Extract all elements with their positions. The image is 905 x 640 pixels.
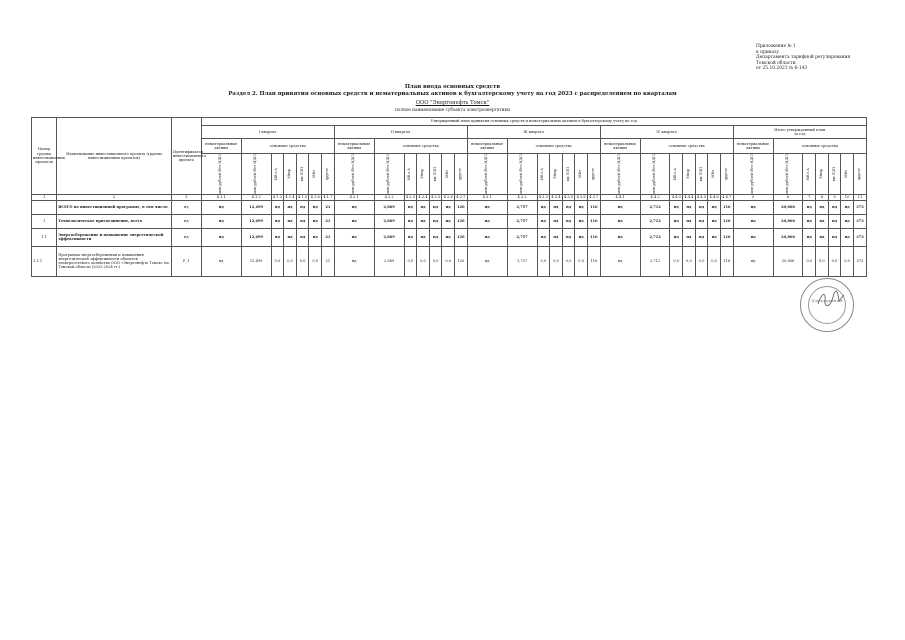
head-id: Идентификатор инвестиционного проекта (171, 118, 201, 195)
table-body (32, 200, 867, 276)
table-cell: нд (417, 200, 430, 214)
table-cell: нд (816, 214, 829, 228)
table-cell: нд (429, 228, 442, 246)
column-number: 4.3.7 (589, 195, 599, 200)
column-number: 4.4.7 (722, 195, 732, 200)
table-cell: 0,0 (816, 246, 829, 276)
table-cell: нд (575, 214, 588, 228)
unit-header-label: Мвар (420, 169, 425, 179)
head-intangible: нематериальные активы (600, 139, 640, 154)
table-cell: нд (296, 214, 309, 228)
table-row (32, 200, 867, 214)
head-total-sub: за год (794, 132, 806, 136)
table-cell: 2,757 (507, 200, 537, 214)
table-cell: нд (201, 200, 241, 214)
table-cell: нд (828, 214, 841, 228)
table-cell: 373 (853, 214, 866, 228)
head-intangible: нематериальные активы (733, 139, 773, 154)
table-cell: 1 (32, 214, 57, 228)
table-cell: Программа энергосбережения и повышения энергетической эффективности объектов электросетевого хозяйства ООО «Энергонефть Томск» на Томской области (2022-2024 гг.) (57, 246, 172, 276)
table-cell: нд (600, 228, 640, 246)
column-number: 7 (803, 194, 816, 200)
table-cell: 0,0 (271, 246, 284, 276)
appendix-line: от 25.10.2023 № 6-143 (756, 66, 808, 72)
head-q1: I квартал (201, 126, 334, 139)
unit-header-label: млн рублей (без НДС) (652, 154, 657, 194)
unit-header-label: млн рублей (без НДС) (351, 154, 356, 194)
column-number: 4.1.3 (272, 195, 282, 200)
table-cell: нд (467, 228, 507, 246)
column-number: 4.2.5 (430, 195, 441, 200)
table-cell: нд (841, 200, 854, 214)
unit-header-label: км ЛЭП (299, 166, 304, 181)
table-cell: 12,499 (241, 200, 271, 214)
table-cell: нд (733, 214, 773, 228)
table-row (32, 246, 867, 276)
unit-header-cell (575, 154, 588, 195)
table-cell: нд (296, 200, 309, 214)
unit-header-label: млн рублей (без НДС) (617, 154, 622, 194)
unit-header-label: другое (723, 167, 728, 180)
table-cell: нд (171, 214, 201, 228)
table-cell: нд (284, 214, 297, 228)
table-cell: 0,0 (296, 246, 309, 276)
column-number: 4.1.6 (310, 195, 320, 200)
unit-header-label: Мвар (818, 169, 823, 179)
column-number: 4.1.7 (323, 195, 333, 200)
table-cell: нд (695, 228, 708, 246)
table-cell: 0,0 (695, 246, 708, 276)
table-cell: нд (171, 200, 201, 214)
plan-table (31, 117, 867, 277)
table-cell: 20,806 (773, 200, 803, 214)
table-cell: 21 (322, 214, 335, 228)
table-cell: нд (683, 214, 696, 228)
table-cell: 21 (322, 246, 335, 276)
unit-header-cell (587, 154, 600, 195)
unit-header-label: км ЛЭП (698, 166, 703, 181)
unit-header-label: млн рублей (без НДС) (484, 154, 489, 194)
unit-header-cell (507, 154, 537, 195)
unit-header-label: МВт (844, 169, 849, 178)
column-number: 10 (841, 194, 854, 200)
table-cell: 116 (720, 200, 733, 214)
table-cell: 120 (454, 214, 467, 228)
table-cell: нд (708, 200, 721, 214)
unit-header-label: МВ×А (806, 167, 811, 181)
table-cell: нд (429, 200, 442, 214)
head-fixed: основные средства (640, 139, 733, 154)
table-cell: 0,0 (708, 246, 721, 276)
table-cell: нд (562, 214, 575, 228)
unit-header-cell (550, 154, 563, 195)
table-cell: 21 (322, 200, 335, 214)
table-cell: нд (683, 200, 696, 214)
unit-header-cell (803, 154, 816, 195)
table-cell: 116 (720, 246, 733, 276)
table-cell: нд (708, 214, 721, 228)
table-cell: нд (733, 228, 773, 246)
column-number: 4.4.6 (709, 195, 719, 200)
table-cell: 116 (720, 228, 733, 246)
table-cell: 2,869 (374, 200, 404, 214)
column-number: 3 (171, 194, 201, 200)
unit-header-label: млн рублей (без НДС) (253, 154, 258, 194)
table-cell: нд (841, 214, 854, 228)
unit-header-cell (853, 154, 866, 195)
stamp-text: Для документов (811, 299, 843, 303)
table-cell: 116 (587, 228, 600, 246)
unit-header-label: МВт (445, 169, 450, 178)
table-cell: нд (334, 228, 374, 246)
column-number: 4.4.2 (640, 194, 670, 200)
column-number: 4.3.5 (563, 195, 574, 200)
unit-header-cell (733, 154, 773, 195)
unit-header-label: МВ×А (274, 167, 279, 181)
table-cell: нд (417, 214, 430, 228)
appendix-line: к приказу (756, 49, 780, 55)
table-cell: нд (841, 228, 854, 246)
table-cell: нд (442, 214, 455, 228)
table-cell: нд (309, 228, 322, 246)
column-number: 4.1.4 (285, 195, 295, 200)
column-number: 11 (853, 194, 866, 200)
table-cell: 0,0 (828, 246, 841, 276)
unit-header-label: Мвар (287, 169, 292, 179)
table-cell: нд (201, 246, 241, 276)
table-cell: 116 (587, 214, 600, 228)
head-total (733, 126, 866, 139)
head-intangible: нематериальные активы (201, 139, 241, 154)
table-cell: 2,712 (640, 214, 670, 228)
table-cell: 12,499 (241, 246, 271, 276)
table-cell: нд (670, 200, 683, 214)
table-cell: нд (600, 246, 640, 276)
unit-header-label: млн рублей (без НДС) (785, 154, 790, 194)
table-cell: 116 (587, 200, 600, 214)
unit-header-cell (296, 154, 309, 195)
table-cell: 0,0 (562, 246, 575, 276)
unit-header-label: другое (457, 167, 462, 180)
unit-header-cell (442, 154, 455, 195)
table-cell: нд (828, 228, 841, 246)
table-cell: нд (309, 200, 322, 214)
table-cell: нд (562, 228, 575, 246)
column-number: 4.3.6 (576, 195, 586, 200)
unit-header-cell (284, 154, 297, 195)
column-number: 4.4.4 (684, 195, 694, 200)
table-cell: 0,0 (284, 246, 297, 276)
table-cell: нд (201, 228, 241, 246)
table-cell: нд (708, 228, 721, 246)
table-cell: Технологическое присоединение, всего (57, 214, 172, 228)
unit-header-label: МВт (578, 169, 583, 178)
unit-header-label: млн рублей (без НДС) (750, 154, 755, 194)
table-cell: нд (404, 214, 417, 228)
column-number: 4.3.2 (507, 194, 537, 200)
unit-header-label: млн рублей (без НДС) (519, 154, 524, 194)
table-cell: нд (550, 228, 563, 246)
head-fixed: основные средства (374, 139, 467, 154)
appendix-block (756, 44, 896, 72)
unit-header-label: другое (857, 167, 862, 180)
table-cell: 0,0 (803, 246, 816, 276)
table-cell: 0,0 (537, 246, 550, 276)
table-cell: нд (537, 214, 550, 228)
unit-header-cell (404, 154, 417, 195)
company-name: ООО "Энергонефть Томск" (415, 100, 490, 106)
table-cell: нд (600, 214, 640, 228)
table-cell: 20,806 (773, 228, 803, 246)
head-super: Утвержденный план принятия основных средств и нематериальных активов к бухгалтерскому учету на год (201, 118, 866, 126)
column-number: 4.4.5 (696, 195, 707, 200)
column-number: 1 (32, 194, 57, 200)
appendix-line: Департамента тарифной регулирования (756, 55, 851, 61)
column-number: 4.1.5 (298, 195, 308, 200)
table-cell: нд (537, 228, 550, 246)
table-cell: нд (733, 200, 773, 214)
unit-header-cell (841, 154, 854, 195)
table-cell: нд (309, 214, 322, 228)
column-number: 2 (57, 194, 172, 200)
table-cell: нд (733, 246, 773, 276)
column-number: 5 (733, 194, 773, 200)
unit-header-cell (417, 154, 430, 195)
table-cell: 2,757 (507, 246, 537, 276)
unit-header-label: км ЛЭП (565, 166, 570, 181)
head-intangible: нематериальные активы (467, 139, 507, 154)
unit-header-cell (828, 154, 841, 195)
unit-header-cell (201, 154, 241, 195)
table-cell: 0,0 (683, 246, 696, 276)
table-cell: нд (550, 200, 563, 214)
unit-header-cell (322, 154, 335, 195)
unit-header-label: другое (324, 167, 329, 180)
unit-header-label: другое (590, 167, 595, 180)
table-row (32, 214, 867, 228)
table-cell: 2,757 (507, 214, 537, 228)
table-cell: нд (284, 228, 297, 246)
table-cell: нд (404, 200, 417, 214)
table-cell: нд (550, 214, 563, 228)
unit-header-cell (562, 154, 575, 195)
table-cell: 0,0 (550, 246, 563, 276)
column-number: 4.2.2 (374, 194, 404, 200)
table-cell: нд (271, 214, 284, 228)
head-fixed: основные средства (773, 139, 866, 154)
unit-header-label: МВ×А (673, 167, 678, 181)
table-cell: ВСЕГО по инвестиционной программе, в том числе: (57, 200, 172, 214)
column-number: 6 (773, 194, 803, 200)
column-number: 4.3.1 (467, 194, 507, 200)
table-cell: F_1 (171, 246, 201, 276)
table-cell: 120 (454, 200, 467, 214)
table-cell: 2,712 (640, 246, 670, 276)
table-cell: нд (334, 246, 374, 276)
unit-header-cell (695, 154, 708, 195)
table-cell: нд (417, 228, 430, 246)
head-num: Номер группы инвестиционных проектов (32, 118, 57, 195)
unit-header-label: МВт (312, 169, 317, 178)
table-cell: 0,0 (670, 246, 683, 276)
column-number: 4.3.3 (538, 195, 548, 200)
unit-header-cell (241, 154, 271, 195)
unit-header-label: км ЛЭП (432, 166, 437, 181)
unit-header-label: Мвар (686, 169, 690, 179)
company-caption: полное наименование субъекта электроэнергетики (395, 107, 510, 112)
unit-header-cell (429, 154, 442, 195)
unit-header-cell (773, 154, 803, 195)
table-cell: 116 (587, 246, 600, 276)
unit-header-label: млн рублей (без НДС) (218, 154, 223, 194)
table-cell: 2,712 (640, 228, 670, 246)
table-cell: нд (803, 200, 816, 214)
table-cell: нд (575, 228, 588, 246)
table-cell: нд (271, 228, 284, 246)
table-cell: 120 (454, 228, 467, 246)
head-fixed: основные средства (507, 139, 600, 154)
table-cell: нд (271, 200, 284, 214)
table-cell: нд (575, 200, 588, 214)
head-intangible: нематериальные активы (334, 139, 374, 154)
table-cell: нд (171, 228, 201, 246)
unit-header-cell (537, 154, 550, 195)
table-cell: 2,712 (640, 200, 670, 214)
table-cell: 373 (853, 228, 866, 246)
table-cell: нд (600, 200, 640, 214)
unit-header-cell (334, 154, 374, 195)
signature (816, 288, 846, 310)
unit-header-cell (816, 154, 829, 195)
table-cell: 0,0 (309, 246, 322, 276)
table-cell: 2,869 (374, 246, 404, 276)
table-cell: 2,757 (507, 228, 537, 246)
column-number: 9 (828, 194, 841, 200)
column-number: 4.2.4 (418, 195, 428, 200)
table-cell: нд (670, 214, 683, 228)
head-name: Наименование инвестиционного проекта (группы инвестиционных проектов) (57, 118, 172, 195)
unit-header-cell (600, 154, 640, 195)
table-cell: нд (201, 214, 241, 228)
table-cell: 0,0 (442, 246, 455, 276)
unit-header-label: МВ×А (540, 167, 545, 181)
appendix-line: Приложение № 1 (756, 44, 796, 49)
table-cell: нд (803, 214, 816, 228)
table-cell: нд (467, 200, 507, 214)
unit-header-cell (683, 154, 696, 195)
table-cell: нд (296, 228, 309, 246)
unit-header-cell (454, 154, 467, 195)
column-number: 4.2.3 (405, 195, 415, 200)
table-cell: нд (537, 200, 550, 214)
unit-header-cell (309, 154, 322, 195)
column-number: 4.2.7 (456, 195, 466, 200)
table-cell: 0,0 (417, 246, 430, 276)
table-cell: нд (562, 200, 575, 214)
table-cell: 1.1.1 (32, 246, 57, 276)
table-cell: 1.1 (32, 228, 57, 246)
table-cell: 373 (853, 246, 866, 276)
table-cell: 120 (454, 246, 467, 276)
table-cell: нд (803, 228, 816, 246)
table-cell: нд (683, 228, 696, 246)
head-q4: IV квартал (600, 126, 733, 139)
table-cell: нд (816, 228, 829, 246)
unit-header-cell (374, 154, 404, 195)
unit-header-cell (467, 154, 507, 195)
table-cell: нд (467, 246, 507, 276)
column-number: 4.2.1 (334, 194, 374, 200)
appendix-line: Томской области (756, 60, 796, 66)
table-cell: нд (284, 200, 297, 214)
unit-header-cell (708, 154, 721, 195)
table-cell: нд (670, 228, 683, 246)
column-number: 4.1.1 (201, 194, 241, 200)
table-cell: 12,499 (241, 228, 271, 246)
table-cell: 20,806 (773, 214, 803, 228)
table-cell: нд (467, 214, 507, 228)
table-cell (32, 200, 57, 214)
unit-header-label: МВт (711, 169, 716, 178)
unit-header-cell (720, 154, 733, 195)
table-cell: Энергосбережение и повышение энергетической эффективности (57, 228, 172, 246)
table-cell: нд (429, 214, 442, 228)
head-q2: II квартал (334, 126, 467, 139)
head-fixed: основные средства (241, 139, 334, 154)
table-cell: нд (334, 214, 374, 228)
unit-header-label: млн рублей (без НДС) (386, 154, 391, 194)
unit-header-label: Мвар (553, 169, 558, 179)
column-number: 4.1.2 (241, 194, 271, 200)
head-total-label: Итого утвержденный план (774, 127, 826, 132)
table-cell: 373 (853, 200, 866, 214)
unit-header-cell (271, 154, 284, 195)
table-cell: нд (695, 200, 708, 214)
document-title: План ввода основных средств (404, 84, 501, 90)
table-cell: 2,869 (374, 214, 404, 228)
table-cell: 12,499 (241, 214, 271, 228)
table-cell: 2,869 (374, 228, 404, 246)
table-cell: 0,0 (841, 246, 854, 276)
column-number: 4.4.3 (671, 195, 681, 200)
table-cell: 0,0 (575, 246, 588, 276)
table-cell: 21 (322, 228, 335, 246)
table-cell: 116 (720, 214, 733, 228)
section-title: Раздел 2. План принятия основных средств и нематериальных активов к бухгалтерскому учету на год 2023 с распределением по кварталам (228, 91, 677, 97)
table-cell: нд (695, 214, 708, 228)
table-cell: нд (442, 228, 455, 246)
table-cell: 0,0 (404, 246, 417, 276)
table-row (32, 228, 867, 246)
unit-header-label: км ЛЭП (831, 166, 836, 181)
column-number: 4.2.6 (443, 195, 453, 200)
head-q3: III квартал (467, 126, 600, 139)
unit-header-label: МВ×А (407, 167, 412, 181)
table-cell: нд (442, 200, 455, 214)
unit-header-cell (640, 154, 670, 195)
column-number: 4.3.4 (551, 195, 561, 200)
table-cell: нд (816, 200, 829, 214)
column-number: 8 (816, 194, 829, 200)
table-cell: нд (404, 228, 417, 246)
table-cell: нд (828, 200, 841, 214)
table-cell: нд (334, 200, 374, 214)
unit-header-cell (670, 154, 683, 195)
column-number: 4.4.1 (600, 194, 640, 200)
table-cell: 20,806 (773, 246, 803, 276)
table-cell: 0,0 (429, 246, 442, 276)
